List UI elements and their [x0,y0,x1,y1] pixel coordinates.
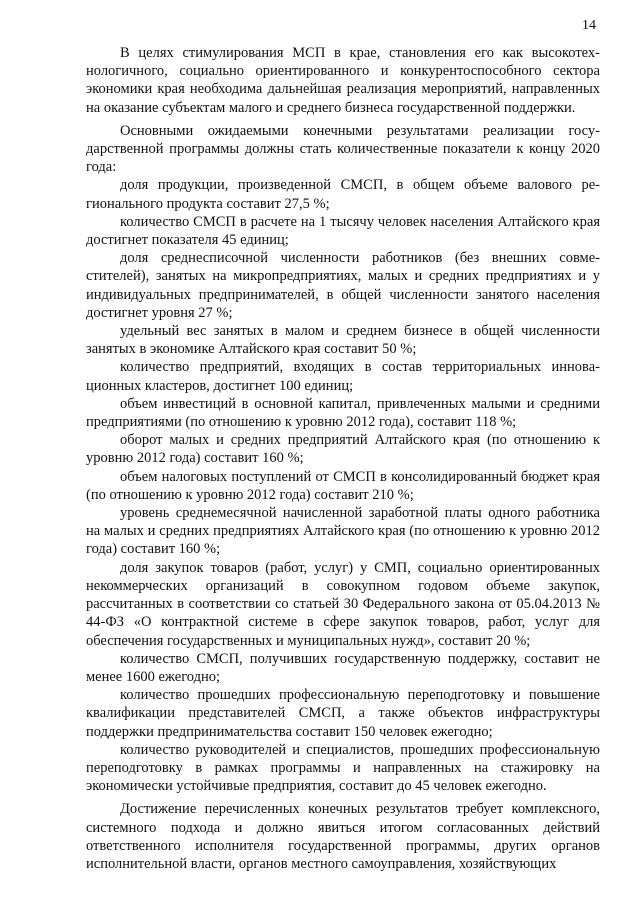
list-item: количество руководителей и специалистов, прошедших профессиональную переподготовку в рамках программы и направленных на стажировку на экономически устойчивые предприятия, составит до 45 человек ежегодно. [86,741,600,795]
list-item: количество СМСП в расчете на 1 тысячу человек населения Алтайского края достигнет показателя 45 единиц; [86,213,600,249]
list-item: количество СМСП, получивших государственную поддержку, составит не менее 1600 ежегодно; [86,650,600,685]
list-item: оборот малых и средних предприятий Алтайского края (по отношению к уровню 2012 года) составит 160 %; [86,432,600,467]
list-item: количество предприятий, входящих в состав территориальных инновационных кластеров, достигнет 100 единиц; [86,359,600,394]
list-item: доля продукции, произведенной СМСП, в общем объеме валового регионального продукта составит 27,5 %; [86,177,600,212]
paragraph-expected-results: Основными ожидаемыми конечными результатами реализации государственной программы должны стать количественные показатели к концу 2020 года: [86,122,600,176]
list-item: доля среднесписочной численности работников (без внешних совместителей), занятых на микропредприятиях, малых и средних предприятиях и у индивидуальных предпринимателей, в общей численности занятого населения достигнет уровня 27 %; [86,250,600,321]
list-item: объем инвестиций в основной капитал, привлеченных малыми и средними предприятиями (по отношению к уровню 2012 года), составит 118 %; [86,395,600,431]
list-item: количество прошедших профессиональную переподготовку и повышение квалификации представителей СМСП, а также объектов инфраструктуры поддержки предпринимательства составит 150 человек ежегодно; [86,687,600,740]
page-number: 14 [582,18,596,33]
list-item: удельный вес занятых в малом и среднем бизнесе в общей численности занятых в экономике Алтайского края составит 50 %; [86,323,600,358]
document-body [86,44,600,873]
list-item: уровень среднемесячной начисленной заработной платы одного работника на малых и средних предприятиях Алтайского края (по отношению к уровню 2012 года) составит 160 %; [86,505,600,558]
list-item: объем налоговых поступлений от СМСП в консолидированный бюджет края (по отношению к уровню 2012 года) составит 210 %; [86,468,600,503]
list-item: доля закупок товаров (работ, услуг) у СМП, социально ориентированных некоммерческих организаций в совокупном годовом объеме закупок, рассчитанных в соответствии со статьей 30 Федерального закона от 05.04.2013 № 44-ФЗ «О контрактной системе в сфере закупок товаров, работ, услуг для обеспечения государственных и муниципальных нужд», составит 20 %; [86,559,600,649]
paragraph-conclusion: Достижение перечисленных конечных результатов требует комплексного, системного подхода и должно явиться итогом согласованных действий ответственного исполнителя государственной программы, других органов исполнительной власти, органов местного самоуправления, хозяйствующих [86,801,600,872]
paragraph-intro: В целях стимулирования МСП в крае, становления его как высокотехнологичного, социально ориентированного и конкурентоспособного сектора экономики края необходима дальнейшая реализация мероприятий, направленных на оказание субъектам малого и среднего бизнеса государственной поддержки. [86,45,600,116]
